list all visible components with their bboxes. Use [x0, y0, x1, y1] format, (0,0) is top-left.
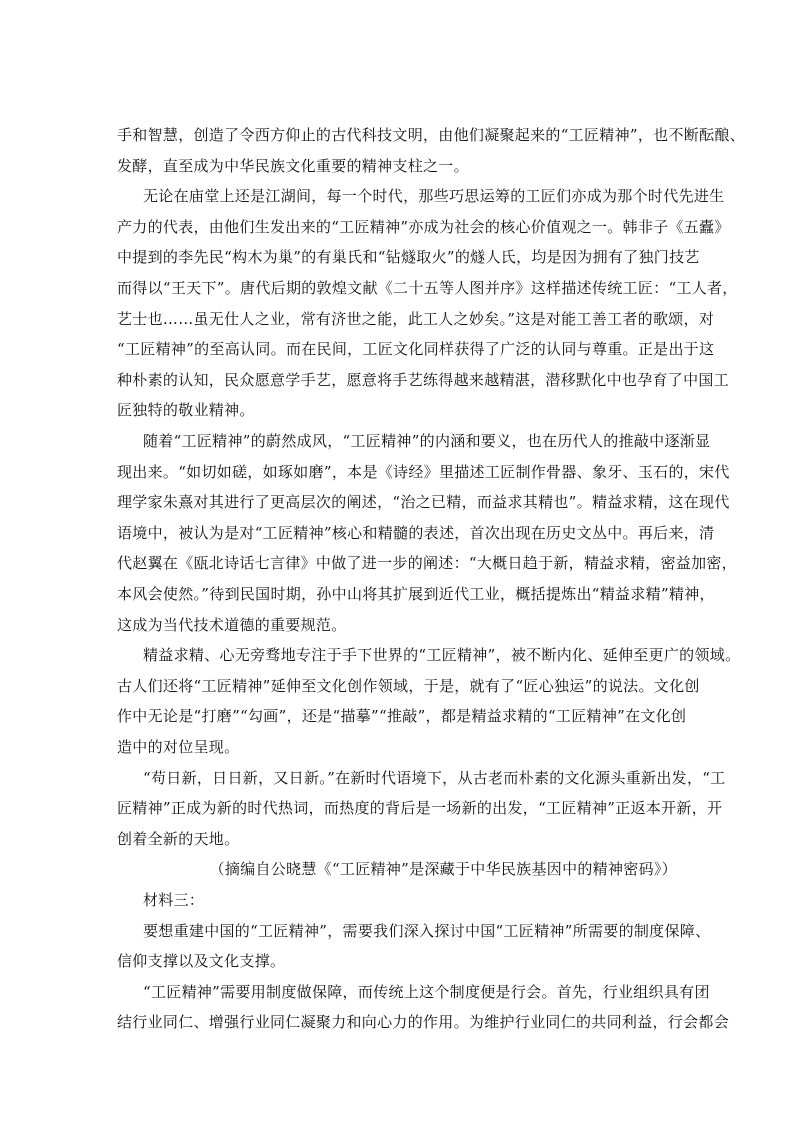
text-line: 信仰支撑以及文化支撑。	[117, 952, 286, 971]
text-line: 理学家朱熹对其进行了更高层次的阐述，“治之已精，而益求其精也”。精益求精，这在现代	[117, 493, 730, 512]
text-line: 产力的代表，由他们生发出来的“工匠精神”亦成为社会的核心价值观之一。韩非子《五蠹》	[117, 217, 730, 236]
text-line: “工匠精神”需要用制度做保障，而传统上这个制度便是行会。首先，行业组织具有团	[143, 982, 710, 1001]
text-line: 发酵，直至成为中华民族文化重要的精神支柱之一。	[117, 156, 469, 175]
text-line: 而得以“王天下”。唐代后期的敦煌文献《二十五等人图并序》这样描述传统工匠：“工人者，	[117, 279, 738, 297]
text-line: 造中的对位呈现。	[117, 738, 240, 756]
text-line: 匠精神”正成为新的时代热词，而热度的背后是一场新的出发，“工匠精神”正返本开新，开	[117, 799, 723, 818]
text-line: 现出来。“如切如磋，如琢如磨”，本是《诗经》里描述工匠制作骨器、象牙、玉石的，宋代	[117, 462, 730, 481]
text-line: 中提到的李先民“构木为巢”的有巢氏和“钻燧取火”的燧人氏，均是因为拥有了独门技艺	[117, 248, 700, 267]
text-line: 作中无论是“打磨”“勾画”，还是“描摹”“推敲”，都是精益求精的“工匠精神”在文化创	[117, 707, 687, 726]
text-line: 种朴素的认知，民众愿意学手艺，愿意将手艺练得越来越精湛，潜移默化中也孕育了中国工	[117, 370, 730, 389]
text-line: 古人们还将“工匠精神”延伸至文化创作领域，于是，就有了“匠心独运”的说法。文化创	[117, 676, 700, 695]
text-line: （摘编自公晓慧《“工匠精神”是深藏于中华民族基因中的精神密码》）	[209, 860, 677, 879]
text-line: 这成为当代技术道德的重要规范。	[117, 615, 347, 634]
text-line: 代赵翼在《瓯北诗话七言律》中做了进一步的阐述：“大概日趋于新，精益求精，密益加密，	[117, 554, 737, 573]
text-line: 结行业同仁、增强行业同仁凝聚力和向心力的作用。为维护行业同仁的共同利益，行会都会	[117, 1013, 730, 1032]
text-line: 无论在庙堂上还是江湖间，每一个时代，那些巧思运筹的工匠们亦成为那个时代先进生	[143, 187, 725, 206]
text-line: 随着“工匠精神”的蔚然成风，“工匠精神”的内涵和要义，也在历代人的推敲中逐渐显	[143, 432, 711, 450]
text-line: “苟日新，日日新，又日新。”在新时代语境下，从古老而朴素的文化源头重新出发，“工	[143, 768, 726, 787]
text-line: 材料三：	[143, 891, 205, 909]
text-line: 艺士也……虽无仕人之业，常有济世之能，此工人之妙矣。”这是对能工善工者的歌颂，对	[117, 309, 715, 328]
text-line: 语境中，被认为是对“工匠精神”核心和精髓的表述，首次出现在历史文丛中。再后来，清	[117, 523, 715, 542]
text-line: 匠独特的敬业精神。	[117, 401, 255, 420]
text-line: 创着全新的天地。	[117, 829, 240, 848]
text-line: 本风会使然。”待到民国时期，孙中山将其扩展到近代工业，概括提炼出“精益求精”精神，	[117, 585, 715, 603]
text-line: 精益求精、心无旁骛地专注于手下世界的“工匠精神”，被不断内化、延伸至更广的领域。	[143, 646, 741, 665]
text-line: 要想重建中国的“工匠精神”，需要我们深入探讨中国“工匠精神”所需要的制度保障、	[143, 921, 711, 940]
text-line: “工匠精神”的至高认同。而在民间，工匠文化同样获得了广泛的认同与尊重。正是出于这	[117, 340, 715, 359]
text-line: 手和智慧，创造了令西方仰止的古代科技文明，由他们凝聚起来的“工匠精神”，也不断酝酿、	[117, 126, 745, 144]
